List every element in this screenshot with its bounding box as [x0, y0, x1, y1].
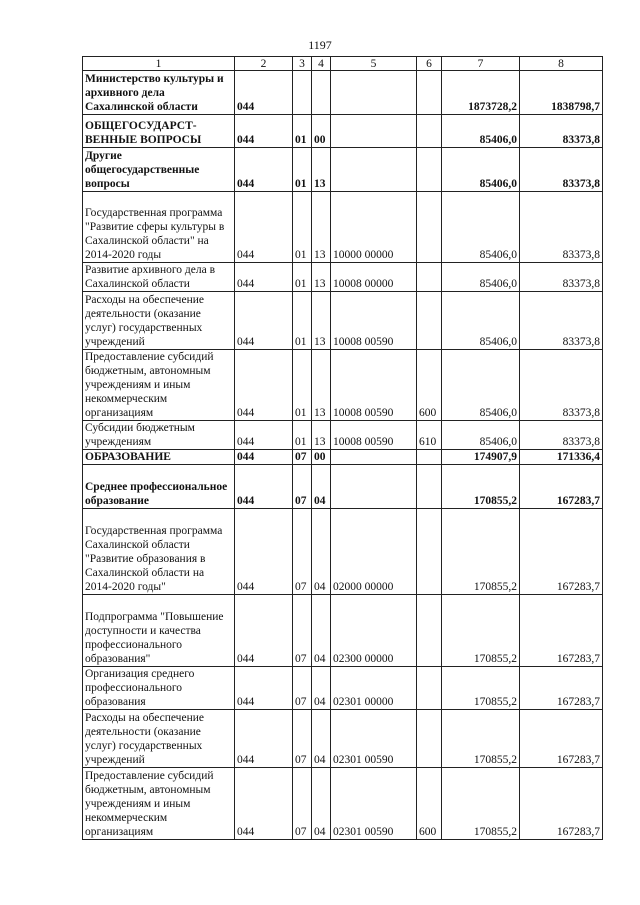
row-expense-type [417, 509, 442, 595]
row-amount-2020: 167283,7 [520, 768, 603, 840]
row-expense-type: 600 [417, 350, 442, 421]
row-admin-code: 044 [235, 148, 293, 192]
row-expense-type [417, 710, 442, 768]
row-amount-2020: 83373,8 [520, 350, 603, 421]
row-expense-type [417, 450, 442, 465]
table-row [83, 667, 603, 710]
row-name: Государственная программа "Развитие сферы культуры в Сахалинской области" на 2014-2020 годы [83, 192, 235, 263]
col-header-6: 6 [417, 57, 442, 71]
row-subsection: 13 [312, 421, 331, 450]
row-section: 07 [293, 450, 312, 465]
col-header-5: 5 [331, 57, 417, 71]
row-name: Государственная программа Сахалинской области "Развитие образования в Сахалинской области на 2014-2020 годы" [83, 509, 235, 595]
table-row [83, 768, 603, 840]
row-amount-2019: 85406,0 [442, 350, 520, 421]
row-expense-type [417, 71, 442, 115]
row-name: ОБЩЕГОСУДАРСТ-ВЕННЫЕ ВОПРОСЫ [83, 115, 235, 148]
row-section: 01 [293, 263, 312, 292]
row-amount-2019: 1873728,2 [442, 71, 520, 115]
row-amount-2019: 85406,0 [442, 115, 520, 148]
row-subsection: 00 [312, 115, 331, 148]
row-section: 07 [293, 667, 312, 710]
row-amount-2019: 85406,0 [442, 148, 520, 192]
row-subsection: 04 [312, 667, 331, 710]
row-admin-code: 044 [235, 263, 293, 292]
row-amount-2020: 83373,8 [520, 421, 603, 450]
page-number: 1197 [308, 38, 332, 52]
row-amount-2019: 170855,2 [442, 465, 520, 509]
row-expense-type [417, 292, 442, 350]
row-target-article: 10008 00590 [331, 421, 417, 450]
row-admin-code: 044 [235, 350, 293, 421]
row-amount-2019: 174907,9 [442, 450, 520, 465]
row-target-article: 10008 00000 [331, 263, 417, 292]
row-subsection: 00 [312, 450, 331, 465]
row-expense-type [417, 595, 442, 667]
col-header-2: 2 [235, 57, 293, 71]
row-section: 01 [293, 115, 312, 148]
row-amount-2019: 85406,0 [442, 192, 520, 263]
header-row [83, 57, 603, 71]
row-name: ОБРАЗОВАНИЕ [83, 450, 235, 465]
row-target-article: 10008 00590 [331, 350, 417, 421]
row-admin-code: 044 [235, 465, 293, 509]
table-row [83, 263, 603, 292]
row-amount-2019: 170855,2 [442, 768, 520, 840]
row-target-article [331, 71, 417, 115]
row-section [293, 71, 312, 115]
col-header-4: 4 [312, 57, 331, 71]
row-amount-2019: 85406,0 [442, 292, 520, 350]
row-section: 01 [293, 148, 312, 192]
table-body [83, 71, 603, 840]
row-name: Другие общегосударственные вопросы [83, 148, 235, 192]
row-section: 07 [293, 768, 312, 840]
row-target-article: 02301 00000 [331, 667, 417, 710]
row-amount-2019: 170855,2 [442, 509, 520, 595]
row-amount-2020: 83373,8 [520, 192, 603, 263]
row-amount-2020: 83373,8 [520, 115, 603, 148]
row-subsection: 04 [312, 595, 331, 667]
table-row [83, 71, 603, 115]
row-target-article: 10000 00000 [331, 192, 417, 263]
table-row [83, 509, 603, 595]
row-name: Развитие архивного дела в Сахалинской области [83, 263, 235, 292]
row-section: 01 [293, 421, 312, 450]
row-subsection: 13 [312, 192, 331, 263]
row-target-article: 02301 00590 [331, 768, 417, 840]
row-admin-code: 044 [235, 595, 293, 667]
row-expense-type [417, 465, 442, 509]
row-admin-code: 044 [235, 710, 293, 768]
row-amount-2019: 170855,2 [442, 710, 520, 768]
row-amount-2020: 83373,8 [520, 292, 603, 350]
table-row [83, 192, 603, 263]
table-row [83, 292, 603, 350]
row-target-article: 02300 00000 [331, 595, 417, 667]
row-admin-code: 044 [235, 115, 293, 148]
row-name: Расходы на обеспечение деятельности (оказание услуг) государственных учреждений [83, 292, 235, 350]
col-header-8: 8 [520, 57, 603, 71]
row-amount-2020: 167283,7 [520, 710, 603, 768]
row-name: Предоставление субсидий бюджетным, автономным учреждениям и иным некоммерческим организациям [83, 768, 235, 840]
row-amount-2020: 1838798,7 [520, 71, 603, 115]
row-subsection: 13 [312, 292, 331, 350]
col-header-1: 1 [83, 57, 235, 71]
row-expense-type: 600 [417, 768, 442, 840]
table-row [83, 710, 603, 768]
row-subsection: 13 [312, 263, 331, 292]
row-amount-2020: 167283,7 [520, 465, 603, 509]
row-section: 01 [293, 192, 312, 263]
row-admin-code: 044 [235, 768, 293, 840]
row-admin-code: 044 [235, 509, 293, 595]
col-header-7: 7 [442, 57, 520, 71]
row-expense-type: 610 [417, 421, 442, 450]
row-name: Министерство культуры и архивного дела Сахалинской области [83, 71, 235, 115]
row-amount-2020: 167283,7 [520, 667, 603, 710]
row-section: 01 [293, 292, 312, 350]
row-name: Организация среднего профессионального образования [83, 667, 235, 710]
table-row [83, 115, 603, 148]
row-section: 01 [293, 350, 312, 421]
row-subsection: 13 [312, 350, 331, 421]
row-amount-2020: 167283,7 [520, 595, 603, 667]
row-amount-2020: 167283,7 [520, 509, 603, 595]
row-expense-type [417, 667, 442, 710]
row-admin-code: 044 [235, 292, 293, 350]
row-subsection: 04 [312, 509, 331, 595]
row-name: Субсидии бюджетным учреждениям [83, 421, 235, 450]
row-section: 07 [293, 465, 312, 509]
table-row [83, 465, 603, 509]
row-section: 07 [293, 509, 312, 595]
row-target-article: 02301 00590 [331, 710, 417, 768]
row-amount-2019: 85406,0 [442, 263, 520, 292]
budget-table [82, 56, 603, 840]
row-amount-2020: 83373,8 [520, 148, 603, 192]
row-admin-code: 044 [235, 192, 293, 263]
row-admin-code: 044 [235, 71, 293, 115]
row-amount-2019: 170855,2 [442, 595, 520, 667]
row-amount-2019: 170855,2 [442, 667, 520, 710]
row-target-article: 02000 00000 [331, 509, 417, 595]
row-subsection: 04 [312, 768, 331, 840]
row-target-article [331, 148, 417, 192]
row-target-article [331, 465, 417, 509]
row-subsection: 13 [312, 148, 331, 192]
row-expense-type [417, 192, 442, 263]
row-expense-type [417, 148, 442, 192]
row-amount-2019: 85406,0 [442, 421, 520, 450]
col-header-3: 3 [293, 57, 312, 71]
table-row [83, 595, 603, 667]
row-amount-2020: 171336,4 [520, 450, 603, 465]
row-amount-2020: 83373,8 [520, 263, 603, 292]
row-name: Среднее профессиональное образование [83, 465, 235, 509]
row-expense-type [417, 263, 442, 292]
table-row [83, 450, 603, 465]
table-row [83, 350, 603, 421]
table-row [83, 148, 603, 192]
row-name: Расходы на обеспечение деятельности (оказание услуг) государственных учреждений [83, 710, 235, 768]
row-target-article [331, 450, 417, 465]
row-subsection [312, 71, 331, 115]
row-expense-type [417, 115, 442, 148]
row-admin-code: 044 [235, 450, 293, 465]
row-target-article: 10008 00590 [331, 292, 417, 350]
row-admin-code: 044 [235, 421, 293, 450]
row-subsection: 04 [312, 465, 331, 509]
row-name: Предоставление субсидий бюджетным, автономным учреждениям и иным некоммерческим организациям [83, 350, 235, 421]
row-subsection: 04 [312, 710, 331, 768]
row-section: 07 [293, 595, 312, 667]
row-target-article [331, 115, 417, 148]
row-admin-code: 044 [235, 667, 293, 710]
row-name: Подпрограмма "Повышение доступности и качества профессионального образования" [83, 595, 235, 667]
row-section: 07 [293, 710, 312, 768]
table-row [83, 421, 603, 450]
